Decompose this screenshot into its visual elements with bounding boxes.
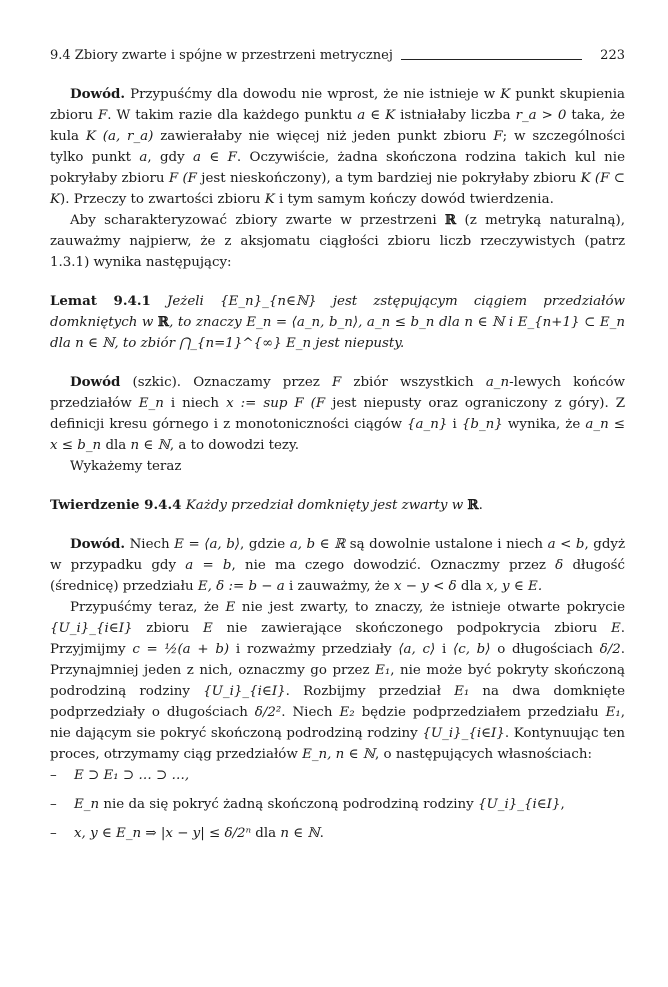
suppose-paragraph: Przypuśćmy teraz, że E nie jest zwarty, to znaczy, że istnieje otwarte pokrycie {U_i}_{i∈I} zbioru E nie zawierające skończonego podpokrycia zbioru E. Przyjmijmy c = ½(a + b) i rozważmy przedziały ⟨a, c⟩ i ⟨c, b⟩ o długościach δ/2. Przynajmniej jeden z nich, oznaczmy go przez E₁, nie może być pokryty skończoną podrodziną rodziny {U_i}_{i∈I}. Rozbijmy przedział E₁ na dwa domknięte podprzedziały o długościach δ/2². Niech E₂ będzie podprzedziałem przedziału E₁, nie dającym sie pokryć skończoną podrodziną rodziny {U_i}_{i∈I}. Kontynuując ten proces, otrzymamy ciąg przedziałów E_n, n ∈ ℕ, o następujących własnościach: [50, 600, 626, 762]
theorem-label: Twierdzenie 9.4.4 [50, 497, 182, 513]
proof-paragraph-2: Dowód (szkic). Oznaczamy przez F zbiór wszystkich a_n-lewych końców przedziałów E_n i niech x := sup F (F jest niepusty oraz ograniczony z góry). Z definicji kresu górnego i z monotoniczności ciągów {a_n} i {b_n} wynika, że a_n ≤ x ≤ b_n dla n ∈ ℕ, a to dowodzi tezy. [50, 374, 626, 453]
property-item-3: – x, y ∈ E_n ⇒ |x − y| ≤ δ/2ⁿ dla n ∈ ℕ. [50, 826, 324, 841]
show-next-line: Wykażemy teraz [70, 459, 182, 474]
proof-paragraph-1: Dowód. Przypuśćmy dla dowodu nie wprost, że nie istnieje w K punkt skupienia zbioru F. W takim razie dla każdego punktu a ∈ K istniałaby liczba r_a > 0 taka, że kula K (a, r_a) zawierałaby nie więcej niż jeden punkt zbioru F; w szczególności tylko punkt a, gdy a ∈ F. Oczywiście, żadna skończona rodzina takich kul nie pokryłaby zbioru F (F jest nieskończony), a tym bardziej nie pokryłaby zbioru K (F ⊂ K). Przeczy to zwartości zbioru K i tym samym kończy dowód twierdzenia. [50, 86, 626, 207]
lemma-9-4-1: Lemat 9.4.1 Jeżeli {E_n}_{n∈ℕ} jest zstępującym ciągiem przedziałów domkniętych w ℝ, to znaczy E_n = ⟨a_n, b_n⟩, a_n ≤ b_n dla n ∈ ℕ i E_{n+1} ⊂ E_n dla n ∈ ℕ, to zbiór ⋂_{n=1}^{∞} E_n jest niepusty. [50, 293, 625, 351]
page-body [50, 84, 625, 844]
proof-label: Dowód. [70, 86, 126, 102]
page-number: 223 [600, 48, 625, 63]
proof-label-sketch: Dowód [70, 374, 121, 390]
theorem-9-4-4: Twierdzenie 9.4.4 Każdy przedział domknięty jest zwarty w ℝ. [50, 497, 483, 513]
running-header [50, 48, 625, 63]
lemma-label: Lemat 9.4.1 [50, 293, 151, 309]
property-item-2: – E_n nie da się pokryć żadną skończoną podrodziną rodziny {U_i}_{i∈I}, [50, 797, 565, 812]
proof-paragraph-3: Dowód. Niech E = ⟨a, b⟩, gdzie a, b ∈ ℝ są dowolnie ustalone i niech a < b, gdyż w przypadku gdy a = b, nie ma czego dowodzić. Oznaczmy przez δ długość (średnicę) przedziału E, δ := b − a i zauważmy, że x − y < δ dla x, y ∈ E. [50, 536, 626, 594]
section-title: 9.4 Zbiory zwarte i spójne w przestrzeni metrycznej [50, 48, 393, 63]
property-item-1: – E ⊃ E₁ ⊃ … ⊃ …, [50, 768, 190, 783]
characterization-paragraph: Aby scharakteryzować zbiory zwarte w przestrzeni ℝ (z metryką naturalną), zauważmy najpierw, że z aksjomatu ciągłości zbioru liczb rzeczywistych (patrz 1.3.1) wynika następujący: [50, 212, 625, 270]
header-rule [401, 51, 582, 60]
proof-label: Dowód. [70, 536, 126, 552]
